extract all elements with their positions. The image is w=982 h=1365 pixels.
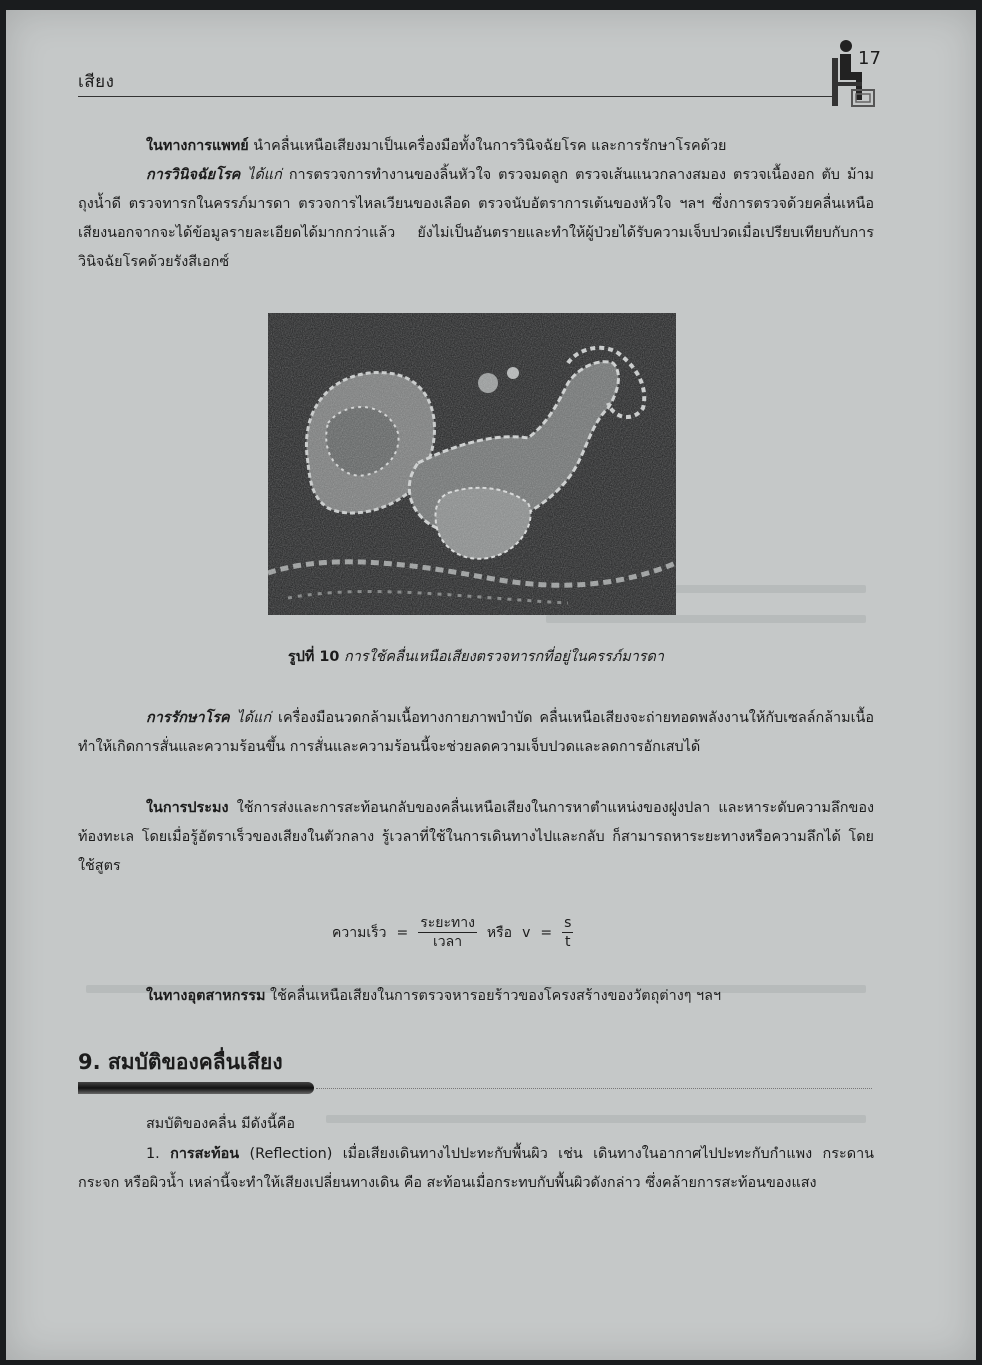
paragraph-industry xyxy=(78,982,874,1011)
paragraph-lead: ในการประมง xyxy=(146,800,229,816)
paragraph-lead-suffix: ได้แก่ xyxy=(229,710,272,726)
paragraph-lead: การวินิจฉัยโรค xyxy=(146,167,241,183)
paragraph-medical xyxy=(78,132,874,161)
ultrasound-fetus-image xyxy=(268,313,676,615)
paragraph-text: ใช้การส่งและการสะท้อนกลับของคลื่นเหนือเสียงในการหาตำแหน่งของฝูงปลา และหาระดับความลึกของท้องทะเล โดยเมื่อรู้อัตราเร็วของเสียงในตัวกลาง รู้เวลาที่ใช้ในการเดินทางไปและกลับ ก็สามารถหาระยะทางหรือความลึกได้ โดยใช้สูตร xyxy=(78,800,874,874)
paragraph-treatment xyxy=(78,704,874,762)
paragraph-text: นำคลื่นเหนือเสียงมาเป็นเครื่องมือทั้งในการวินิจฉัยโรค และการรักษาโรคด้วย xyxy=(248,138,727,154)
bleed-through xyxy=(546,615,866,623)
section-heading: 9. สมบัติของคลื่นเสียง xyxy=(78,1050,283,1074)
formula-numerator: ระยะทาง xyxy=(420,915,475,931)
formula-or: หรือ xyxy=(486,924,513,941)
formula-numerator: s xyxy=(564,915,572,931)
figure-caption-text: การใช้คลื่นเหนือเสียงตรวจทารกที่อยู่ในครรภ์มารดา xyxy=(339,649,664,665)
paragraph-text: (Reflection) เมื่อเสียงเดินทางไปปะทะกับพื้นผิว เช่น เดินทางในอากาศไปปะทะกับกำแพง กระดาน กระจก หรือผิวน้ำ เหล่านี้จะทำให้เสียงเปลี่ยนทางเดิน คือ สะท้อนเมื่อกระทบกับพื้นผิวดังกล่าว ซึ่งคล้ายการสะท้อนของแสง xyxy=(78,1146,874,1191)
formula-equals: = xyxy=(540,924,553,941)
book-page xyxy=(6,10,976,1360)
paragraph-lead-suffix: ได้แก่ xyxy=(240,167,282,183)
formula-var: v xyxy=(522,924,531,941)
formula-fraction xyxy=(418,914,477,951)
paragraph-lead: การรักษาโรค xyxy=(146,710,230,726)
paragraph-lead: ในทางการแพทย์ xyxy=(146,138,249,154)
page-number: 17 xyxy=(858,48,881,69)
formula-fraction-symbolic xyxy=(562,914,573,951)
speed-formula xyxy=(332,914,573,951)
section-dotted-rule xyxy=(316,1088,872,1089)
paragraph-fishery xyxy=(78,794,874,881)
paragraph-lead: ในทางอุตสาหกรรม xyxy=(146,988,266,1004)
list-number: 1. xyxy=(146,1146,171,1162)
running-header: เสียง xyxy=(78,72,115,92)
header-rule xyxy=(78,96,838,97)
figure-label: รูปที่ 10 xyxy=(288,649,340,665)
paragraph-text: ใช้คลื่นเหนือเสียงในการตรวจหารอยร้าวของโครงสร้างของวัตถุต่างๆ ฯลฯ xyxy=(265,988,722,1004)
paragraph-text: การตรวจการทำงานของลิ้นหัวใจ ตรวจมดลูก ตรวจเส้นแนวกลางสมอง ตรวจเนื้องอก ตับ ม้าม ถุงน้ำดี ตรวจทารกในครรภ์มารดา ตรวจการไหลเวียนของเลือด ตรวจนับอัตราการเต้นของหัวใจ ฯลฯ ซึ่งการตรวจด้วยคลื่นเหนือเสียงนอกจากจะได้ข้อมูลรายละเอียดได้มากกว่าแล้ว ยังไม่เป็นอันตรายและทำให้ผู้ป่วยได้รับความเจ็บปวดเมื่อเปรียบเทียบกับการวินิจฉัยโรคด้วยรังสีเอกซ์ xyxy=(78,167,874,270)
section-underline-bar xyxy=(78,1082,314,1094)
formula-equals: = xyxy=(396,924,409,941)
paragraph-reflection xyxy=(78,1140,874,1198)
figure-caption xyxy=(78,645,874,668)
paragraph-text: เครื่องมือนวดกล้ามเนื้อทางกายภาพบำบัด คลื่นเหนือเสียงจะถ่ายทอดพลังงานให้กับเซลล์กล้ามเนื้อ ทำให้เกิดการสั่นและความร้อนขึ้น การสั่นและความร้อนนี้จะช่วยลดความเจ็บปวดและลดการอักเสบได้ xyxy=(78,710,874,755)
paragraph-diagnosis xyxy=(78,161,874,277)
paragraph-wave-properties-intro: สมบัติของคลื่น มีดังนี้คือ xyxy=(146,1116,296,1132)
formula-denominator: เวลา xyxy=(433,934,463,950)
formula-denominator: t xyxy=(564,934,571,950)
formula-lhs: ความเร็ว xyxy=(332,924,387,941)
paragraph-lead: การสะท้อน xyxy=(170,1146,240,1162)
